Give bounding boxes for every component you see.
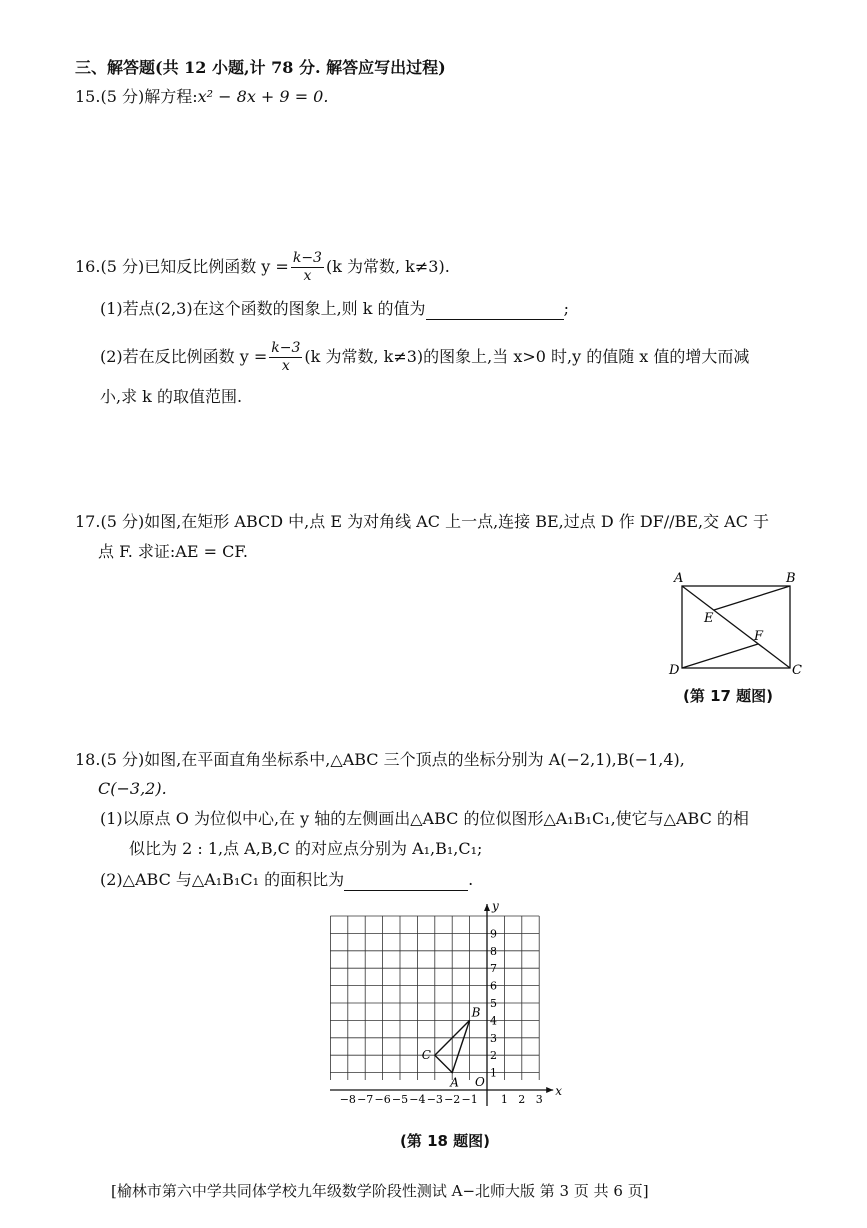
triangle-abc xyxy=(422,1005,481,1089)
q17-text-1: 如图,在矩形 ABCD 中,点 E 为对角线 AC 上一点,连接 BE,过点 D 作 DF//BE,交 AC 于 xyxy=(144,512,770,531)
q18-part-1-line-2: 似比为 2 : 1,点 A,B,C 的对应点分别为 A₁,B₁,C₁; xyxy=(129,839,483,858)
diagonal-ac xyxy=(682,586,790,668)
fraction-denominator: x xyxy=(303,268,312,284)
vertex-label-a: A xyxy=(450,1075,459,1090)
q16-text-b: (k 为常数, k≠3). xyxy=(325,257,450,276)
question-18-line-1 xyxy=(75,749,685,771)
segment-df xyxy=(682,644,758,668)
x-axis-label: x xyxy=(555,1084,562,1098)
y-tick-label: 5 xyxy=(490,997,497,1010)
figure-18-caption: (第 18 题图) xyxy=(400,1132,491,1150)
q16-part2-text-a: (2)若在反比例函数 y = xyxy=(100,347,268,366)
q16-part2-continued: 小,求 k 的取值范围. xyxy=(100,387,243,406)
q16-part2-fraction xyxy=(269,340,302,375)
q17-number: 17. xyxy=(75,512,101,531)
vertex-label-b: B xyxy=(471,1005,481,1020)
label-b: B xyxy=(786,571,796,586)
answer-blank-q16[interactable] xyxy=(426,301,564,320)
q16-part1-text: (1)若点(2,3)在这个函数的图象上,则 k 的值为 xyxy=(100,299,426,318)
tick-labels xyxy=(340,927,543,1106)
q16-part2-text-b: (k 为常数, k≠3)的图象上,当 x>0 时,y 的值随 x 值的增大而减 xyxy=(304,347,750,366)
q16-part-2 xyxy=(100,340,749,375)
y-tick-label: 7 xyxy=(490,962,497,976)
grid-lines xyxy=(330,916,539,1090)
fraction-denominator: x xyxy=(281,358,290,374)
rectangle-figure xyxy=(664,566,814,681)
q16-fraction xyxy=(291,250,324,285)
y-tick-label: 4 xyxy=(490,1014,497,1028)
x-tick-label: −1 xyxy=(461,1093,478,1106)
x-tick-label: −5 xyxy=(391,1093,409,1106)
q18-part-1-line-1: (1)以原点 O 为位似中心,在 y 轴的左侧画出△ABC 的位似图形△A₁B₁C₁,使它与△ABC 的相 xyxy=(100,809,749,828)
question-16 xyxy=(75,250,450,285)
y-tick-label: 1 xyxy=(490,1066,497,1080)
y-tick-label: 6 xyxy=(490,979,497,993)
y-tick-label: 3 xyxy=(490,1031,497,1045)
x-tick-label: −8 xyxy=(339,1093,356,1106)
x-tick-label: 1 xyxy=(500,1093,508,1106)
q15-text: 解方程: xyxy=(144,87,198,106)
x-tick-label: −6 xyxy=(374,1093,391,1106)
figure-17-caption: (第 17 题图) xyxy=(683,687,774,705)
y-tick-label: 9 xyxy=(490,927,497,941)
label-d: D xyxy=(669,663,680,678)
q18-points: (5 分) xyxy=(100,750,145,769)
y-tick-label: 8 xyxy=(490,944,497,958)
q15-equation: x² − 8x + 9 = 0. xyxy=(197,87,329,106)
label-c: C xyxy=(792,663,802,678)
x-tick-label: −3 xyxy=(426,1093,443,1106)
section-title: 三、解答题(共 12 小题,计 78 分. 解答应写出过程) xyxy=(75,58,446,77)
q16-part-1 xyxy=(100,298,569,320)
q16-points: (5 分) xyxy=(100,257,145,276)
question-18-line-2: C(−3,2). xyxy=(98,779,167,798)
vertex-label-c: C xyxy=(421,1048,431,1063)
x-tick-label: 3 xyxy=(535,1093,543,1106)
page-footer: [榆林市第六中学共同体学校九年级数学阶段性测试 A−北师大版 第 3 页 共 6 页] xyxy=(111,1182,649,1200)
q18-text-1: 如图,在平面直角坐标系中,△ABC 三个顶点的坐标分别为 A(−2,1),B(−1,4), xyxy=(144,750,685,769)
segment-be xyxy=(714,586,790,610)
q16-part1-end: ; xyxy=(563,299,569,318)
x-axis-arrow-icon xyxy=(546,1087,553,1093)
x-tick-label: 2 xyxy=(518,1093,526,1106)
x-tick-label: −7 xyxy=(357,1093,374,1106)
question-17-line-1 xyxy=(75,511,769,533)
label-e: E xyxy=(704,611,714,626)
q18-number: 18. xyxy=(75,750,101,769)
x-tick-label: −2 xyxy=(444,1093,461,1106)
origin-label: O xyxy=(475,1075,485,1089)
coordinate-grid xyxy=(330,895,570,1110)
answer-blank-q18[interactable] xyxy=(344,872,468,891)
question-17-line-2: 点 F. 求证:AE = CF. xyxy=(98,542,249,561)
q15-points: (5 分) xyxy=(100,87,145,106)
y-axis-label: y xyxy=(492,899,499,913)
question-15 xyxy=(75,86,328,108)
y-tick-label: 2 xyxy=(490,1049,497,1063)
fraction-numerator: k−3 xyxy=(292,250,322,266)
x-tick-label: −4 xyxy=(409,1093,426,1106)
q16-number: 16. xyxy=(75,257,101,276)
q15-number: 15. xyxy=(75,87,101,106)
label-f: F xyxy=(754,629,764,644)
q18-part2-end: . xyxy=(468,870,474,889)
label-a: A xyxy=(674,571,684,586)
q18-part2-text: (2)△ABC 与△A₁B₁C₁ 的面积比为 xyxy=(100,870,345,889)
q17-points: (5 分) xyxy=(100,512,145,531)
y-axis-arrow-icon xyxy=(484,904,490,911)
q16-text-a: 已知反比例函数 y = xyxy=(144,257,289,276)
fraction-numerator: k−3 xyxy=(271,340,301,356)
q18-part-2 xyxy=(100,869,473,891)
